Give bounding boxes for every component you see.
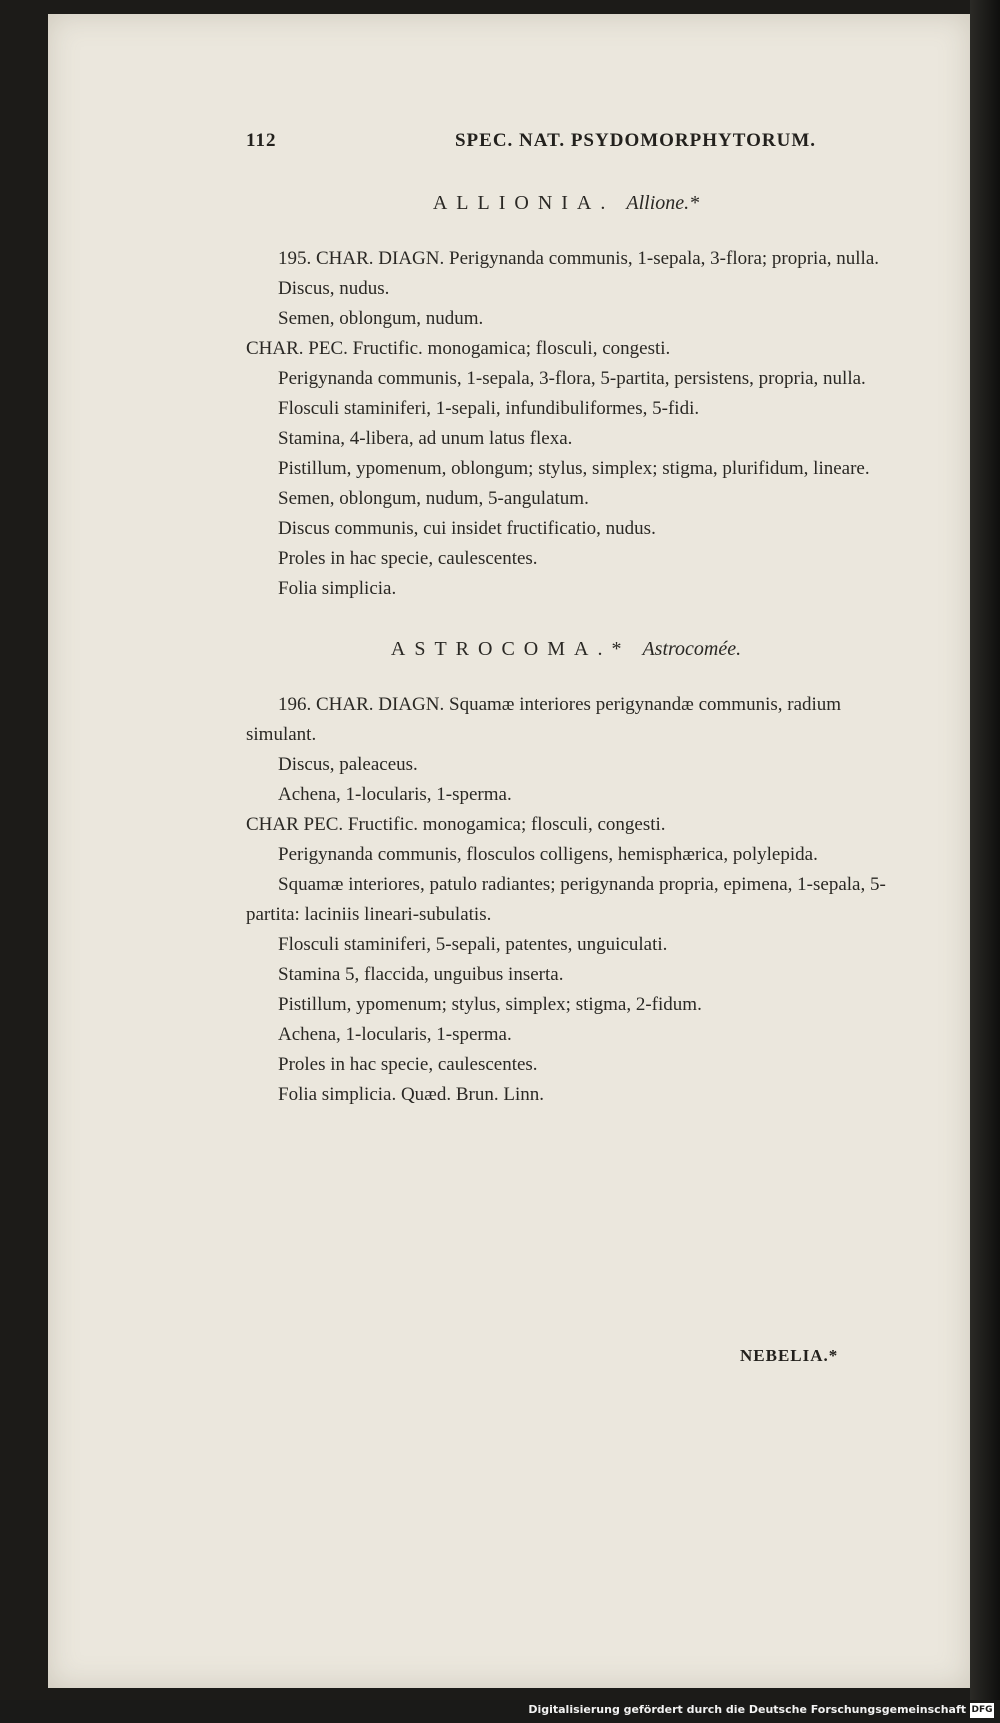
text-line: Squamæ interiores, patulo radiantes; perigynanda propria, epimena, 1-sepala, 5-partita: laciniis lineari-subulatis. — [246, 874, 886, 925]
text-line: Folia simplicia. — [278, 578, 397, 599]
book-spine-edge — [970, 0, 1000, 1723]
text-line: 196. CHAR. DIAGN. Squamæ interiores perigynandæ communis, radium simulant. — [246, 694, 842, 745]
catchword: NEBELIA.* — [740, 1346, 839, 1365]
text-line: Perigynanda communis, 1-sepala, 3-flora, 5-partita, persistens, propria, nulla. — [278, 368, 866, 389]
text-line: Discus, nudus. — [278, 278, 390, 299]
text-line: Semen, oblongum, nudum, 5-angulatum. — [278, 488, 589, 509]
text-line: Flosculi staminiferi, 1-sepali, infundibuliformes, 5-fidi. — [278, 398, 700, 419]
text-line: 195. CHAR. DIAGN. Perigynanda communis, 1-sepala, 3-flora; propria, nulla. — [278, 248, 880, 269]
running-title: SPEC. NAT. PSYDOMORPHYTORUM. — [454, 130, 816, 151]
text-line: Stamina, 4-libera, ad unum latus flexa. — [278, 428, 573, 449]
genus-vernacular: Astrocomée. — [642, 638, 742, 660]
text-line: Achena, 1-locularis, 1-sperma. — [278, 1024, 512, 1045]
text-line: Proles in hac specie, caulescentes. — [278, 548, 538, 569]
genus-heading-astrocoma — [246, 634, 886, 664]
text-line: Perigynanda communis, flosculos colligens, hemisphærica, polylepida. — [278, 844, 818, 865]
text-line: Pistillum, ypomenum; stylus, simplex; stigma, 2-fidum. — [278, 994, 702, 1015]
text-line: Discus, paleaceus. — [278, 754, 418, 775]
text-line: Pistillum, ypomenum, oblongum; stylus, simplex; stigma, plurifidum, lineare. — [278, 458, 870, 479]
text-line: Folia simplicia. Quæd. Brun. Linn. — [278, 1084, 544, 1105]
text-line: Stamina 5, flaccida, unguibus inserta. — [278, 964, 564, 985]
genus-heading-allionia — [246, 188, 886, 218]
page-content — [246, 140, 886, 1110]
genus-vernacular: Allione.* — [626, 192, 700, 214]
text-line: CHAR. PEC. Fructific. monogamica; flosculi, congesti. — [246, 338, 671, 359]
text-line: Semen, oblongum, nudum. — [278, 308, 484, 329]
genus-name: ASTROCOMA.* — [390, 638, 631, 660]
text-line: Proles in hac specie, caulescentes. — [278, 1054, 538, 1075]
text-line: CHAR PEC. Fructific. monogamica; flosculi, congesti. — [246, 814, 666, 835]
page-number: 112 — [246, 130, 277, 151]
text-line: Achena, 1-locularis, 1-sperma. — [278, 784, 512, 805]
footer-credit: Digitalisierung gefördert durch die Deutsche Forschungsgemeinschaft — [528, 1703, 966, 1716]
dfg-logo: DFG — [970, 1703, 994, 1718]
text-line: Discus communis, cui insidet fructificatio, nudus. — [278, 518, 656, 539]
genus-name: ALLIONIA. — [432, 192, 615, 214]
text-line: Flosculi staminiferi, 5-sepali, patentes, unguiculati. — [278, 934, 668, 955]
